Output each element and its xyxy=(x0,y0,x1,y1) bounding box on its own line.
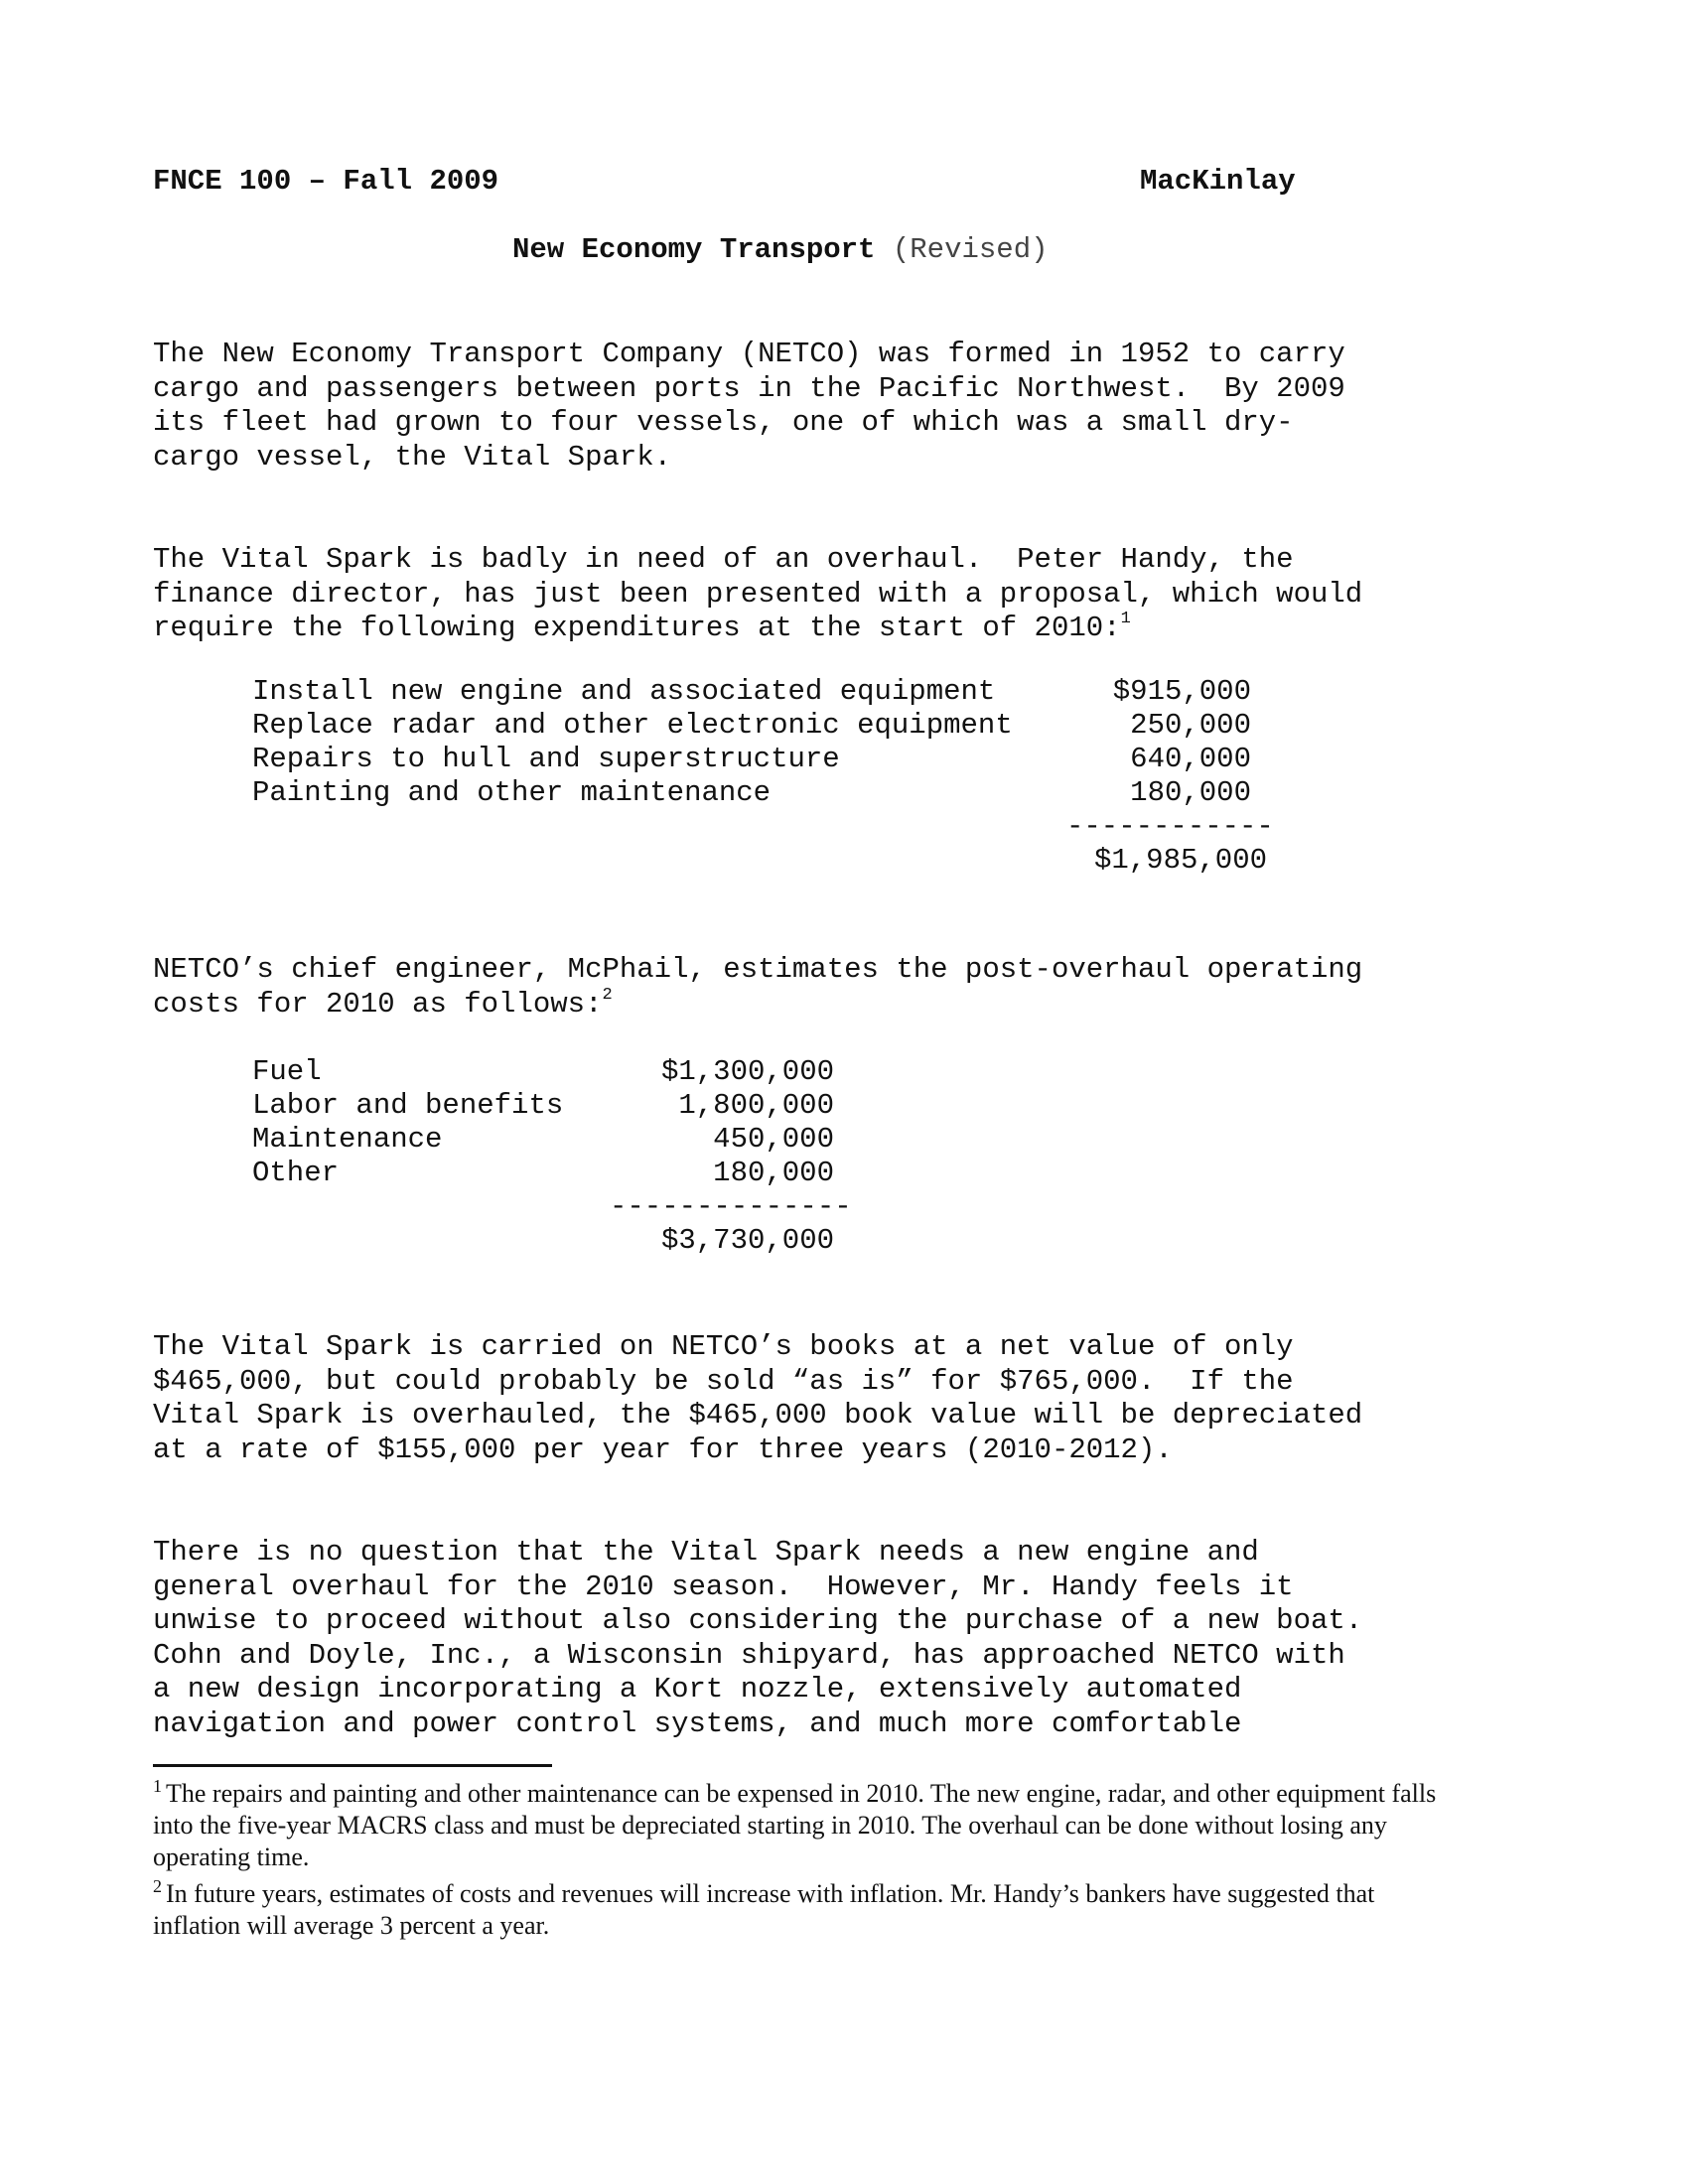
footnote-1-text: The repairs and painting and other maintenance can be expensed in 2010. The new engine, radar, and other equipment falls into the five-year MACRS class and must be depreciated starting in 2010. The overhaul can be done without losing any operating time. xyxy=(153,1779,1437,1871)
expenditure-amount: $915,000 xyxy=(1112,675,1251,708)
expenditure-amount: 180,000 xyxy=(1130,776,1251,809)
cost-amount: 450,000 xyxy=(713,1123,834,1156)
footnote-2-mark: 2 xyxy=(153,1876,162,1896)
title-subtitle: (Revised) xyxy=(892,233,1049,266)
paragraph-book-value: The Vital Spark is carried on NETCO’s books at a net value of only $465,000, but could probably be sold “as is” for $765,000. If the Vital Spark is overhauled, the $465,000 book value will be depreciated at a rate of $155,000 per year for three years (2010-2012). xyxy=(153,1330,1363,1466)
paragraph-operating-costs-text: NETCO’s chief engineer, McPhail, estimates the post-overhaul operating costs for 2010 as follows: xyxy=(153,953,1363,1021)
footnote-ref-2: 2 xyxy=(602,985,613,1005)
paragraph-new-boat: There is no question that the Vital Spark needs a new engine and general overhaul for the 2010 season. However, Mr. Handy feels it unwise to proceed without also considering the purchase of a new boat. Cohn and Doyle, Inc., a Wisconsin shipyard, has approached NETCO with a new design incorporating a Kort nozzle, extensively automated navigation and power control systems, and much more comfortable xyxy=(153,1536,1363,1740)
cost-label: Maintenance xyxy=(252,1123,443,1156)
cost-label: Fuel xyxy=(252,1055,322,1088)
cost-amount: $1,300,000 xyxy=(660,1055,834,1088)
author-header: MacKinlay xyxy=(1140,165,1296,198)
expenditures-total: $1,985,000 xyxy=(1093,844,1267,877)
costs-total-rule: -------------- xyxy=(610,1190,852,1223)
title-main: New Economy Transport xyxy=(512,233,876,266)
expenditure-amount: 640,000 xyxy=(1130,743,1251,775)
paragraph-overhaul xyxy=(153,543,1444,646)
footnote-2 xyxy=(153,1878,1444,1942)
paragraph-intro: The New Economy Transport Company (NETCO) was formed in 1952 to carry cargo and passengers between ports in the Pacific Northwest. By 2009 its fleet had grown to four vessels, one of which was a small dry- cargo vessel, the Vital Spark. xyxy=(153,338,1345,474)
cost-label: Labor and benefits xyxy=(252,1089,564,1122)
footnote-2-text: In future years, estimates of costs and revenues will increase with inflation. Mr. Handy’s bankers have suggested that inflation will average 3 percent a year. xyxy=(153,1879,1375,1940)
expenditure-label: Replace radar and other electronic equipment xyxy=(252,709,1013,742)
document-title xyxy=(512,233,1049,268)
expenditure-label: Repairs to hull and superstructure xyxy=(252,743,840,775)
footnote-separator xyxy=(153,1764,552,1767)
paragraph-overhaul-text: The Vital Spark is badly in need of an overhaul. Peter Handy, the finance director, has just been presented with a proposal, which would require the following expenditures at the start of 2010: xyxy=(153,543,1363,644)
expenditures-total-rule: ------------ xyxy=(1066,810,1274,843)
cost-amount: 1,800,000 xyxy=(678,1089,834,1122)
costs-total: $3,730,000 xyxy=(660,1224,834,1257)
footnote-1 xyxy=(153,1778,1444,1873)
footnote-ref-1: 1 xyxy=(1120,610,1131,628)
course-header: FNCE 100 – Fall 2009 xyxy=(153,165,499,198)
cost-amount: 180,000 xyxy=(713,1157,834,1189)
expenditure-amount: 250,000 xyxy=(1130,709,1251,742)
expenditure-label: Painting and other maintenance xyxy=(252,776,772,809)
paragraph-operating-costs xyxy=(153,953,1444,1022)
expenditure-label: Install new engine and associated equipment xyxy=(252,675,996,708)
cost-label: Other xyxy=(252,1157,340,1189)
footnote-1-mark: 1 xyxy=(153,1776,162,1796)
